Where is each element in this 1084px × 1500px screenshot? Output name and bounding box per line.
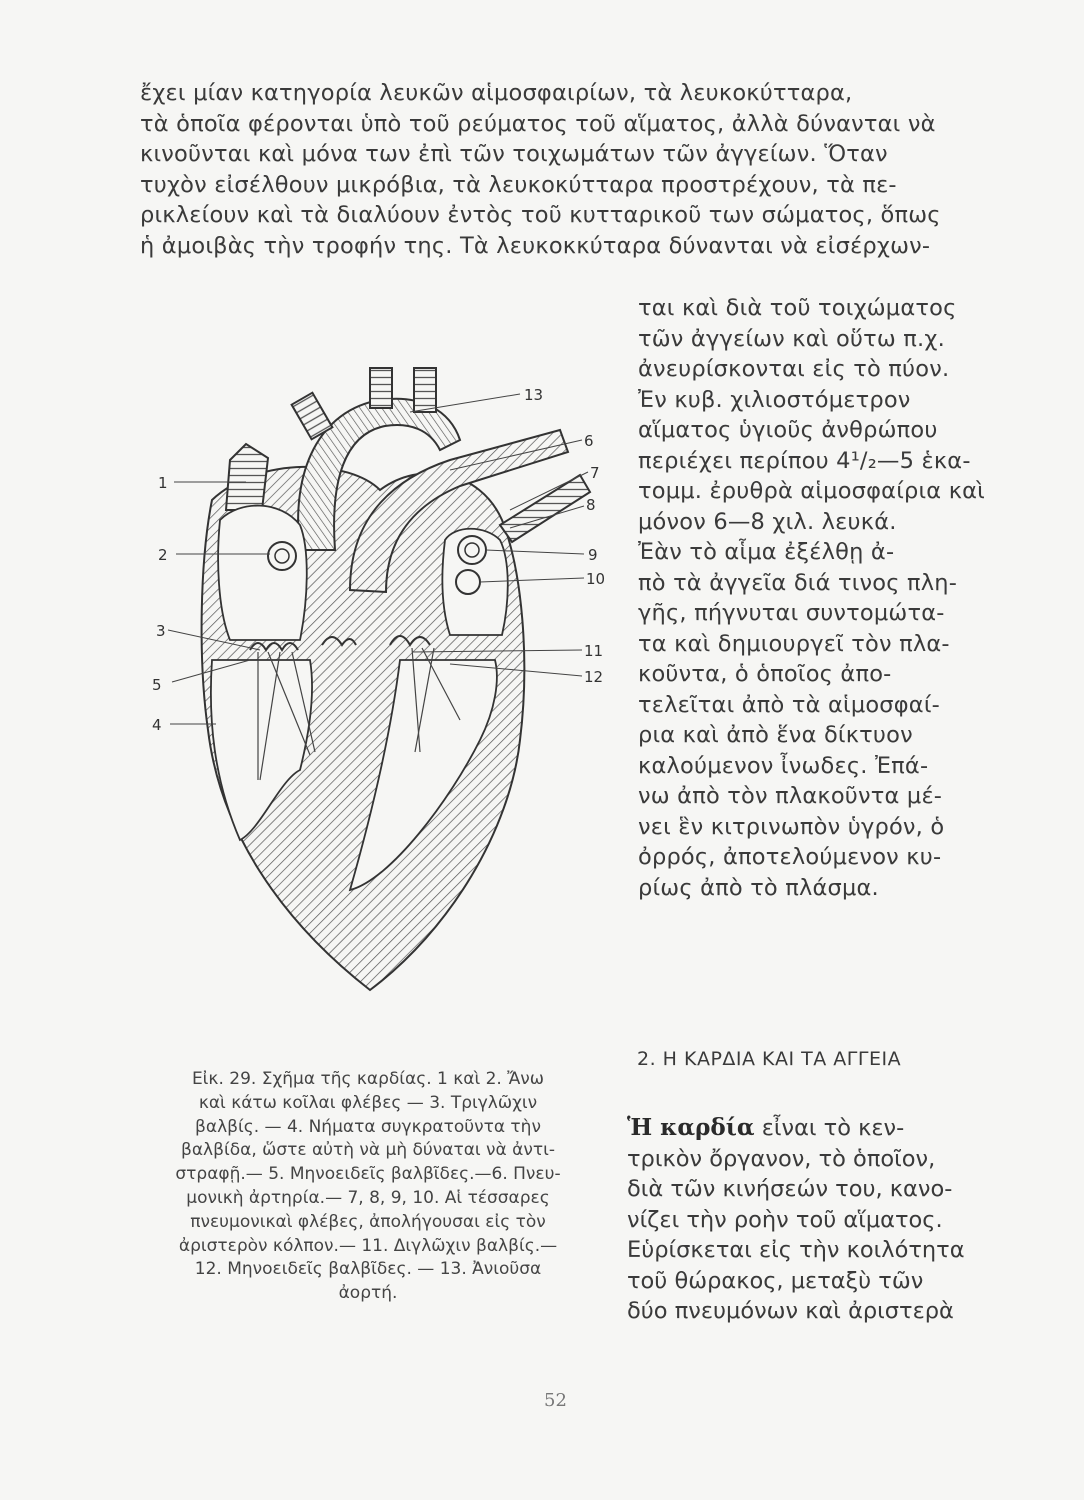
caption-line: ἀορτή. (338, 1283, 398, 1304)
text-line: τῶν ἀγγείων καὶ οὕτω π.χ. (638, 325, 945, 352)
text-line: τελεῖται ἀπὸ τὰ αἱμοσφαί- (638, 691, 940, 718)
label-9: 9 (588, 546, 598, 564)
text-line: Ἐὰν τὸ αἷμα ἐξέλθῃ ἀ- (638, 539, 895, 565)
page-number: 52 (544, 1390, 567, 1411)
text-line: δύο πνευμόνων καὶ ἀριστερὰ (627, 1298, 954, 1324)
caption-line: 12. Μηνοειδεῖς βαλβῖδες. — 13. Ἀνιοῦσα (194, 1259, 542, 1280)
section-paragraph (627, 1113, 1007, 1327)
vein-opening (456, 570, 480, 594)
text-line: ρίως ἀπὸ τὸ πλάσμα. (638, 874, 879, 901)
text-line: νω ἀπὸ τὸν πλακοῦντα μέ- (638, 783, 943, 809)
label-13: 13 (524, 386, 544, 404)
label-11: 11 (584, 642, 604, 660)
text-line: νει ἓν κιτρινωπὸν ὑγρόν, ὁ (638, 813, 945, 840)
superior-vena-cava (226, 444, 268, 510)
aorta-branch (414, 368, 436, 412)
text-line: ρια καὶ ἀπὸ ἕνα δίκτυον (638, 722, 913, 748)
side-paragraph (638, 293, 1000, 903)
text-line: τοῦ θώρακος, μεταξὺ τῶν (627, 1267, 924, 1294)
figure-caption (133, 1068, 603, 1306)
label-12: 12 (584, 668, 604, 686)
text-line: ἔχει μίαν κατηγορία λευκῶν αἱμοσφαιρίων, τὰ λευκοκύτταρα, (140, 80, 853, 106)
text-line: αἵματος ὑγιοῦς ἀνθρώπου (638, 417, 938, 443)
vein-opening (268, 542, 296, 570)
text-line: Εὑρίσκεται εἰς τὴν κοιλότητα (627, 1237, 965, 1263)
text-line: κοῦντα, ὁ ὁποῖος ἀπο- (638, 661, 892, 687)
label-1: 1 (158, 474, 168, 492)
text-line: νίζει τὴν ροὴν τοῦ αἵματος. (627, 1206, 943, 1233)
text-line: κινοῦνται καὶ μόνα των ἐπὶ τῶν τοιχωμάτων τῶν ἀγγείων. Ὅταν (140, 141, 888, 167)
top-paragraph (140, 78, 1000, 261)
label-8: 8 (586, 496, 596, 514)
text-line: τυχὸν εἰσέλθουν μικρόβια, τὰ λευκοκύτταρα προστρέχουν, τὰ πε- (140, 171, 897, 198)
text-line: ὀρρός, ἀποτελούμενον κυ- (638, 844, 942, 870)
label-7: 7 (590, 464, 600, 482)
label-10: 10 (586, 570, 606, 588)
vein-opening (458, 536, 486, 564)
caption-line: βαλβίς. — 4. Νήματα συγκρατοῦντα τὴν (195, 1116, 541, 1137)
text-line: τομμ. ἐρυθρὰ αἱμοσφαίρια καὶ (638, 478, 986, 504)
text-line: καλούμενον ἶνωδες. Ἐπά- (638, 752, 929, 779)
text-fragment: εἶναι τὸ κεν- (754, 1115, 905, 1141)
text-line: μόνον 6—8 χιλ. λευκά. (638, 508, 897, 535)
text-line: τρικὸν ὄργανον, τὸ ὁποῖον, (627, 1145, 936, 1172)
text-line: τα καὶ δημιουργεῖ τὸν πλα- (638, 630, 950, 657)
caption-line: βαλβίδα, ὥστε αὐτὴ νὰ μὴ δύναται νὰ ἀντι- (181, 1140, 555, 1161)
text-line: τὰ ὁποῖα φέρονται ὑπὸ τοῦ ρεύματος τοῦ αἵματος, ἀλλὰ δύνανται νὰ (140, 110, 936, 137)
label-4: 4 (152, 716, 162, 734)
heart-diagram (150, 360, 610, 1000)
caption-line: Εἰκ. 29. Σχῆμα τῆς καρδίας. 1 καὶ 2. Ἄνω (191, 1069, 545, 1089)
text-line: Ἐν κυβ. χιλιοστόμετρον (638, 386, 911, 413)
caption-line: πνευμονικαὶ φλέβες, ἀπολήγουσαι εἰς τὸν (190, 1211, 546, 1232)
text-line: ρικλείουν καὶ τὰ διαλύουν ἐντὸς τοῦ κυτταρικοῦ των σώματος, ὅπως (140, 202, 941, 228)
text-line: ται καὶ διὰ τοῦ τοιχώματος (638, 295, 957, 321)
section-heading: 2. Η ΚΑΡΔΙΑ ΚΑΙ ΤΑ ΑΓΓΕΙΑ (637, 1048, 902, 1070)
label-2: 2 (158, 546, 168, 564)
text-line: ἡ ἀμοιβὰς τὴν τροφήν της. Τὰ λευκοκκύταρα δύνανται νὰ εἰσέρχων- (140, 232, 931, 259)
label-5: 5 (152, 676, 162, 694)
text-line: περιέχει περίπου 4¹/₂—5 ἑκα- (638, 447, 971, 474)
caption-line: καὶ κάτω κοῖλαι φλέβες — 3. Τριγλῶχιν (198, 1092, 538, 1113)
text-line (627, 1113, 1007, 1144)
text-line: πὸ τὰ ἀγγεῖα διά τινος πλη- (638, 569, 958, 596)
aorta-branch (370, 368, 392, 408)
bold-term: Ἡ καρδία (627, 1114, 755, 1141)
label-6: 6 (584, 432, 594, 450)
label-3: 3 (156, 622, 166, 640)
text-line: διὰ τῶν κινήσεών του, κανο- (627, 1176, 953, 1202)
text-line: γῆς, πήγνυται συντομώτα- (638, 600, 945, 626)
caption-line: στραφῇ.— 5. Μηνοειδεῖς βαλβῖδες.—6. Πνευ- (175, 1164, 561, 1185)
text-line: ἀνευρίσκονται εἰς τὸ πύον. (638, 356, 950, 382)
caption-line: μονικὴ ἀρτηρία.— 7, 8, 9, 10. Αἱ τέσσαρες (186, 1187, 550, 1208)
caption-line: ἀριστερὸν κόλπον.— 11. Διγλῶχιν βαλβίς.— (178, 1235, 558, 1256)
right-atrium (218, 506, 307, 640)
